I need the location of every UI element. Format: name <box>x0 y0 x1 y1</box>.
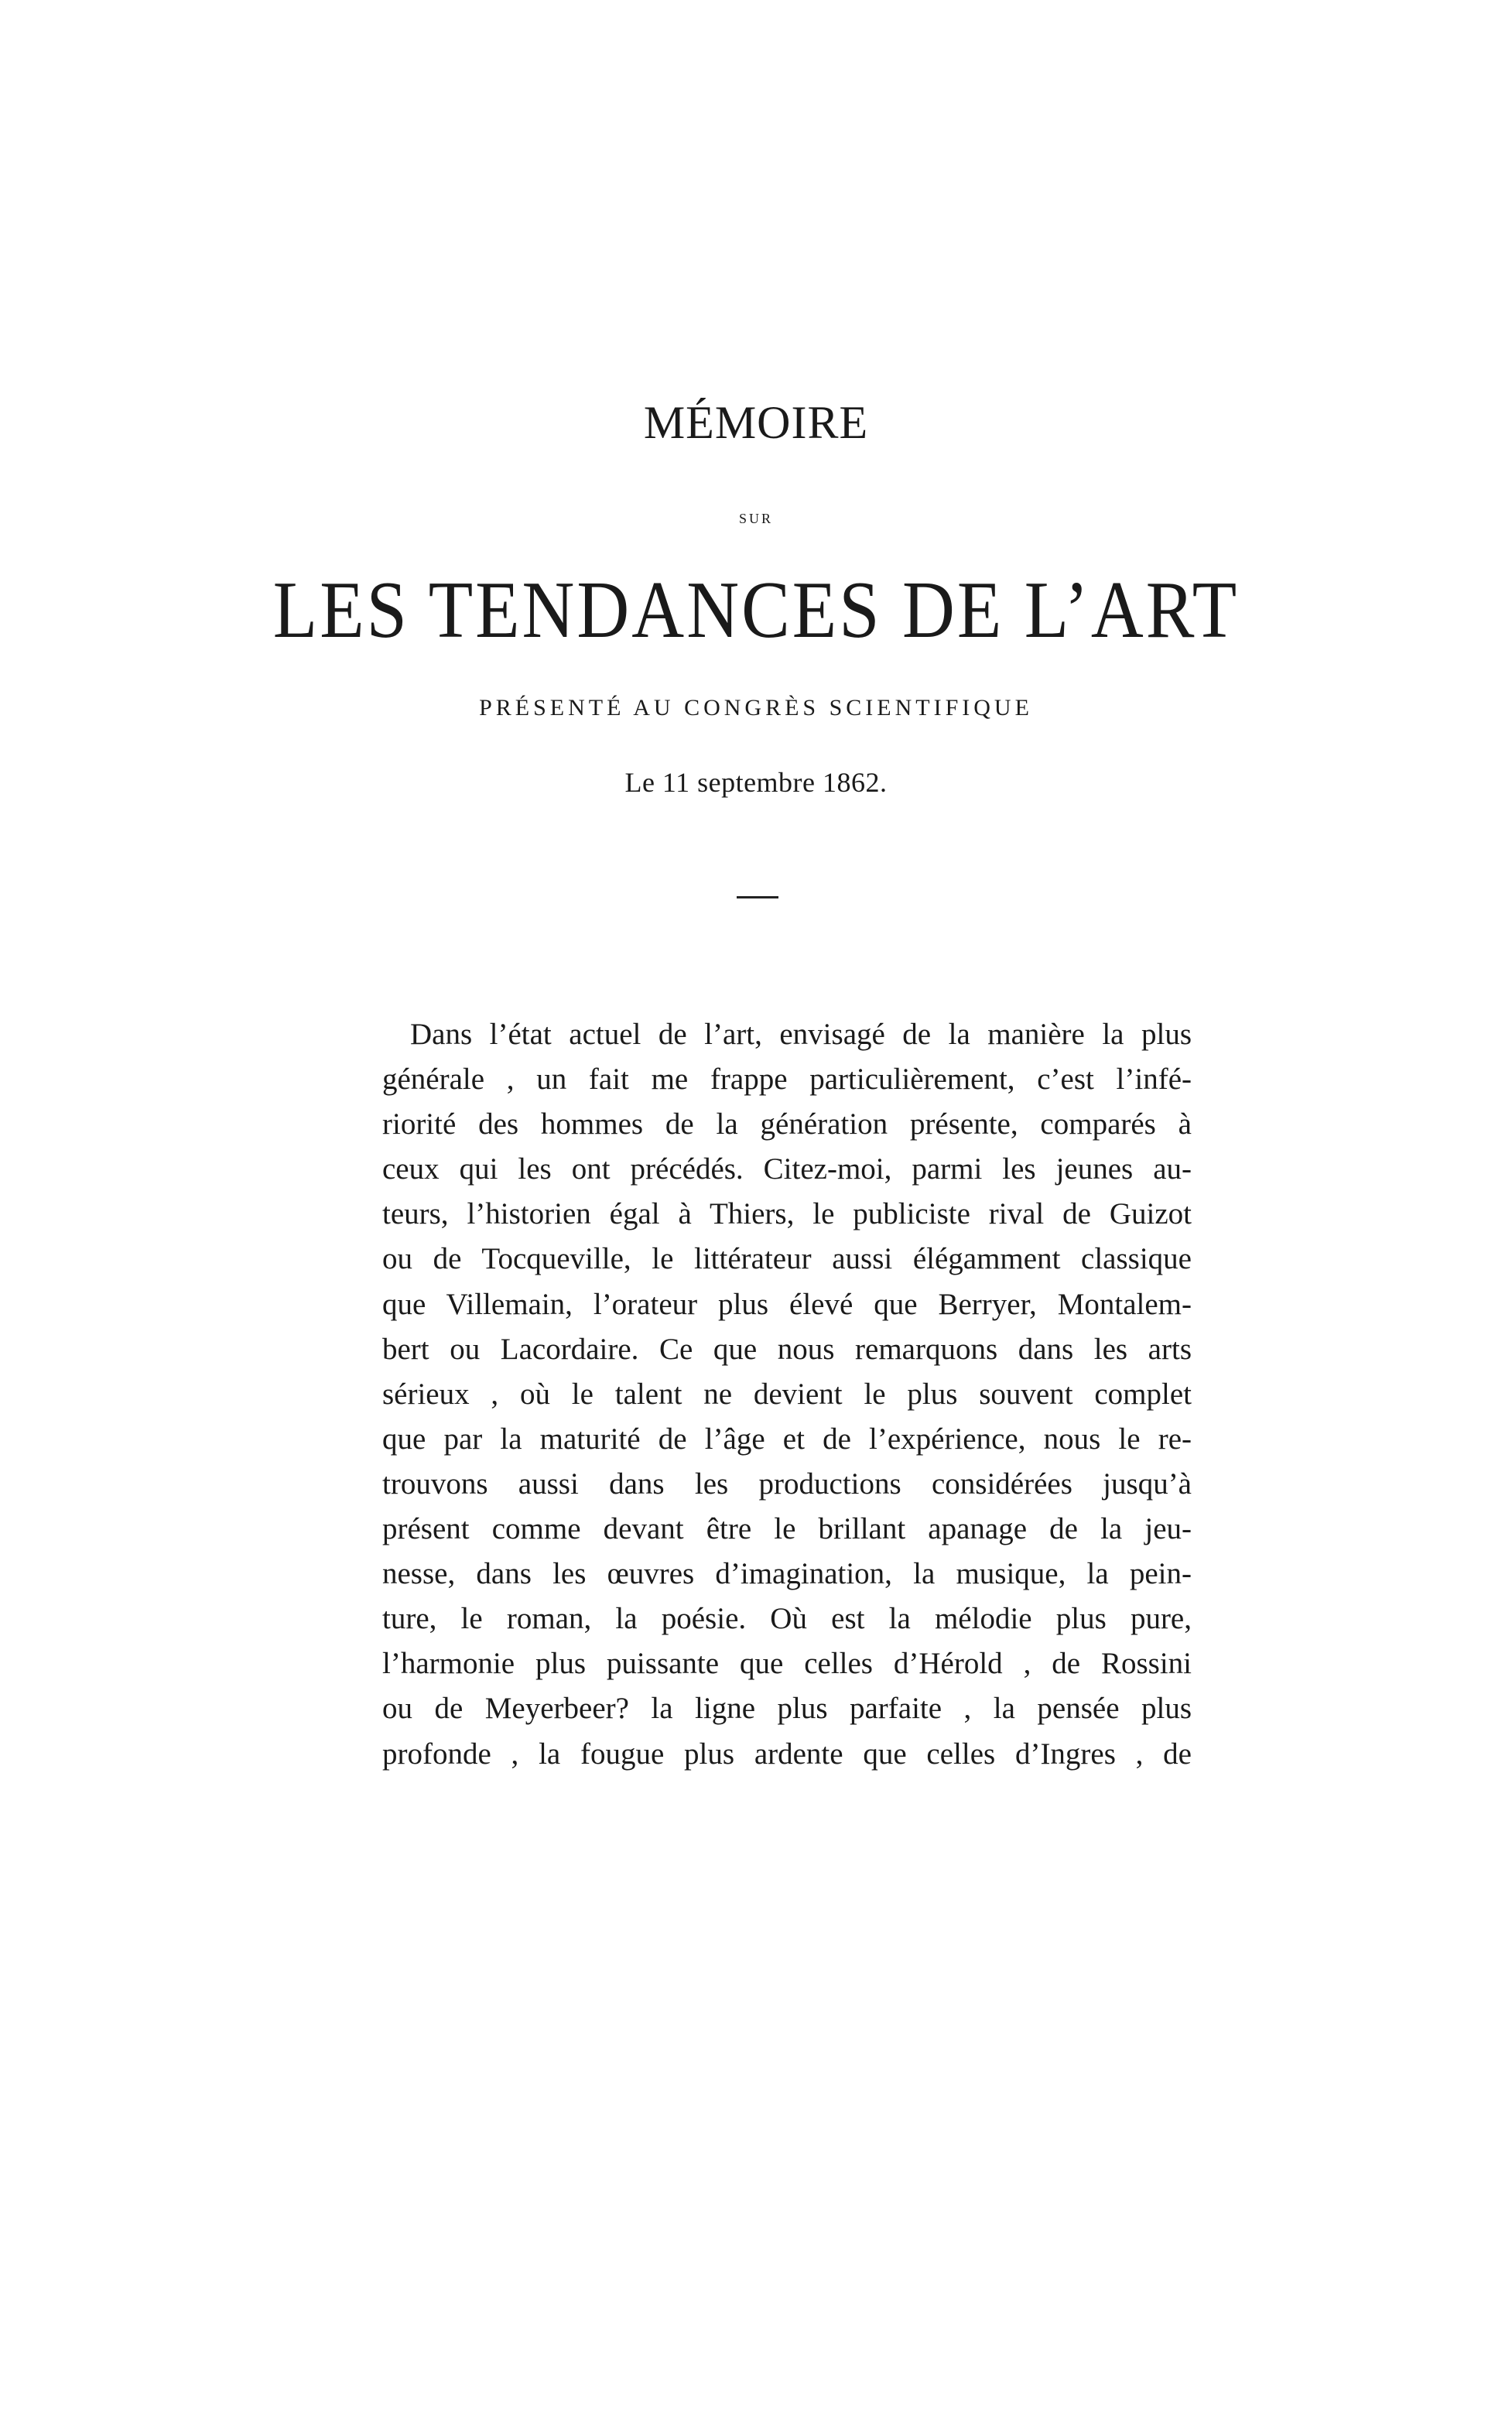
body-line: que Villemain, l’orateur plus élevé que Berryer, Montalem- <box>382 1287 1192 1321</box>
memoire-heading: MÉMOIRE <box>643 397 869 448</box>
body-line: ture, le roman, la poésie. Où est la mélodie plus pure, <box>382 1602 1192 1636</box>
body-line: sérieux , où le talent ne devient le plus souvent complet <box>382 1377 1192 1411</box>
body-line: teurs, l’historien égal à Thiers, le publiciste rival de Guizot <box>382 1197 1192 1231</box>
body-line: ou de Meyerbeer? la ligne plus parfaite , la pensée plus <box>382 1692 1192 1726</box>
main-title: LES TENDANCES DE L’ART <box>272 565 1240 655</box>
body-paragraph <box>382 1012 1192 1777</box>
body-line: générale , un fait me frappe particulièrement, c’est l’infé- <box>382 1063 1192 1097</box>
body-line: profonde , la fougue plus ardente que celles d’Ingres , de <box>382 1737 1192 1771</box>
body-line: riorité des hommes de la génération présente, comparés à <box>382 1107 1192 1141</box>
section-divider <box>737 896 778 898</box>
body-line: trouvons aussi dans les productions considérées jusqu’à <box>382 1467 1192 1501</box>
subtitle: PRÉSENTÉ AU CONGRÈS SCIENTIFIQUE <box>479 695 1033 720</box>
date-line: Le 11 septembre 1862. <box>624 767 888 798</box>
body-line: ou de Tocqueville, le littérateur aussi élégamment classique <box>382 1242 1192 1276</box>
body-line: Dans l’état actuel de l’art, envisagé de la manière la plus <box>410 1018 1192 1051</box>
sur-connector: SUR <box>738 511 773 526</box>
body-line: ceux qui les ont précédés. Citez-moi, parmi les jeunes au- <box>382 1152 1192 1186</box>
body-line: l’harmonie plus puissante que celles d’Hérold , de Rossini <box>382 1647 1192 1681</box>
body-line: présent comme devant être le brillant apanage de la jeu- <box>382 1512 1192 1546</box>
body-line: que par la maturité de l’âge et de l’expérience, nous le re- <box>382 1422 1192 1456</box>
body-line: nesse, dans les œuvres d’imagination, la musique, la pein- <box>382 1557 1192 1591</box>
body-line: bert ou Lacordaire. Ce que nous remarquons dans les arts <box>382 1332 1192 1366</box>
